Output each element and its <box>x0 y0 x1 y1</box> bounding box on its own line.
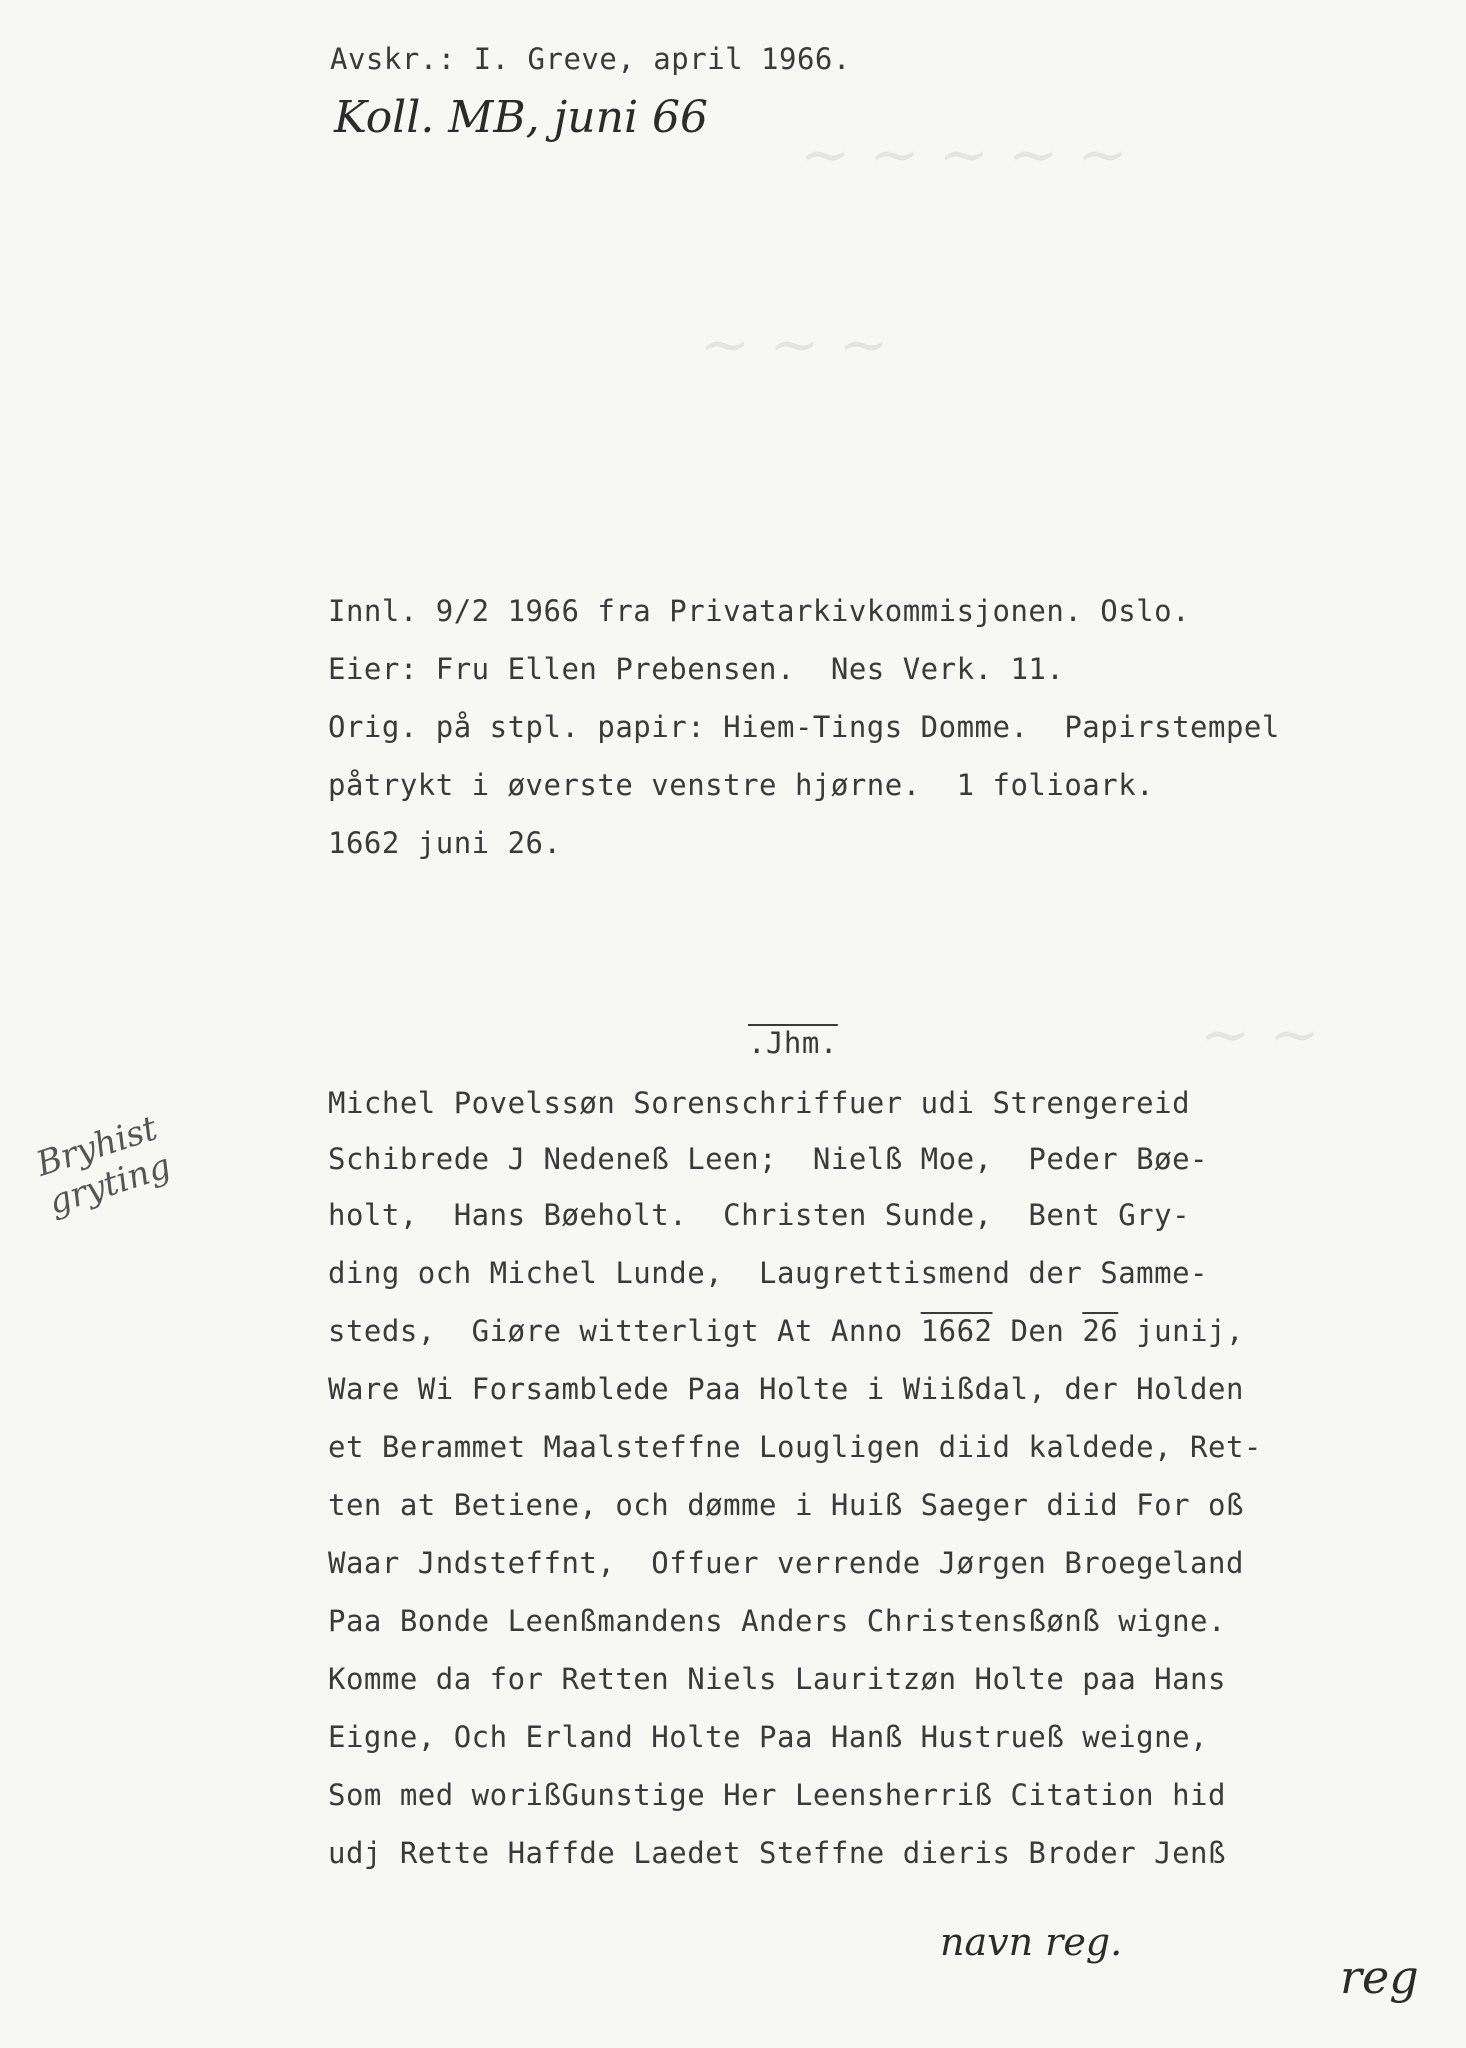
body-line: Som med worißGunstige Her Leensherriß Citation hid <box>328 1778 1226 1812</box>
body-text: Den <box>992 1314 1083 1348</box>
overlined-year: 1662 <box>920 1314 993 1348</box>
document-heading: .Jhm. <box>748 1026 838 1060</box>
body-text: steds, Giøre witterligt At Anno <box>328 1314 921 1348</box>
body-line: ding och Michel Lunde, Laugrettismend der Samme- <box>328 1256 1209 1290</box>
meta-line: Innl. 9/2 1966 fra Privatarkivkommisjonen. Oslo. <box>328 594 1191 628</box>
body-line: Eigne, Och Erland Holte Paa Hanß Hustrueß weigne, <box>328 1720 1209 1754</box>
bleed-through-mark: ~ ~ ~ ~ ~ <box>800 120 1128 190</box>
meta-line: påtrykt i øverste venstre hjørne. 1 folioark. <box>328 768 1155 802</box>
body-line: ten at Betiene, och dømme i Huiß Saeger diid For oß <box>328 1488 1244 1522</box>
body-line: udj Rette Haffde Laedet Steffne dieris Broder Jenß <box>328 1836 1226 1870</box>
body-line: et Berammet Maalsteffne Lougligen diid kaldede, Ret- <box>328 1430 1262 1464</box>
footer-handwritten-note: navn reg. <box>940 1920 1123 1964</box>
body-line: Paa Bonde Leenßmandens Anders Christensßønß wigne. <box>328 1604 1226 1638</box>
body-line: Ware Wi Forsamblede Paa Holte i Wiißdal, der Holden <box>328 1372 1244 1406</box>
body-line: Schibrede J Nedeneß Leen; Nielß Moe, Peder Bøe- <box>328 1142 1209 1176</box>
meta-line: Orig. på stpl. papir: Hiem-Tings Domme. Papirstempel <box>328 710 1280 744</box>
bleed-through-mark: ~ ~ <box>1200 1000 1320 1070</box>
bleed-through-mark: ~ ~ ~ <box>700 310 889 380</box>
transcription-line: Avskr.: I. Greve, april 1966. <box>330 42 851 76</box>
body-line: Michel Povelssøn Sorenschriffuer udi Strengereid <box>328 1086 1191 1120</box>
meta-line: 1662 juni 26. <box>328 826 562 860</box>
body-line: Waar Jndsteffnt, Offuer verrende Jørgen Broegeland <box>328 1546 1244 1580</box>
body-text: junij, <box>1118 1314 1244 1348</box>
margin-handwritten-note: Bryhist gryting <box>31 1108 176 1223</box>
body-line <box>328 1314 1244 1348</box>
body-line: Komme da for Retten Niels Lauritzøn Holte paa Hans <box>328 1662 1226 1696</box>
corner-reg-mark: reg <box>1340 1950 1419 2004</box>
handwritten-check-note: Koll. MB, juni 66 <box>334 92 709 143</box>
body-line: holt, Hans Bøeholt. Christen Sunde, Bent Gry- <box>328 1198 1191 1232</box>
overlined-day: 26 <box>1082 1314 1119 1348</box>
meta-line: Eier: Fru Ellen Prebensen. Nes Verk. 11. <box>328 652 1065 686</box>
